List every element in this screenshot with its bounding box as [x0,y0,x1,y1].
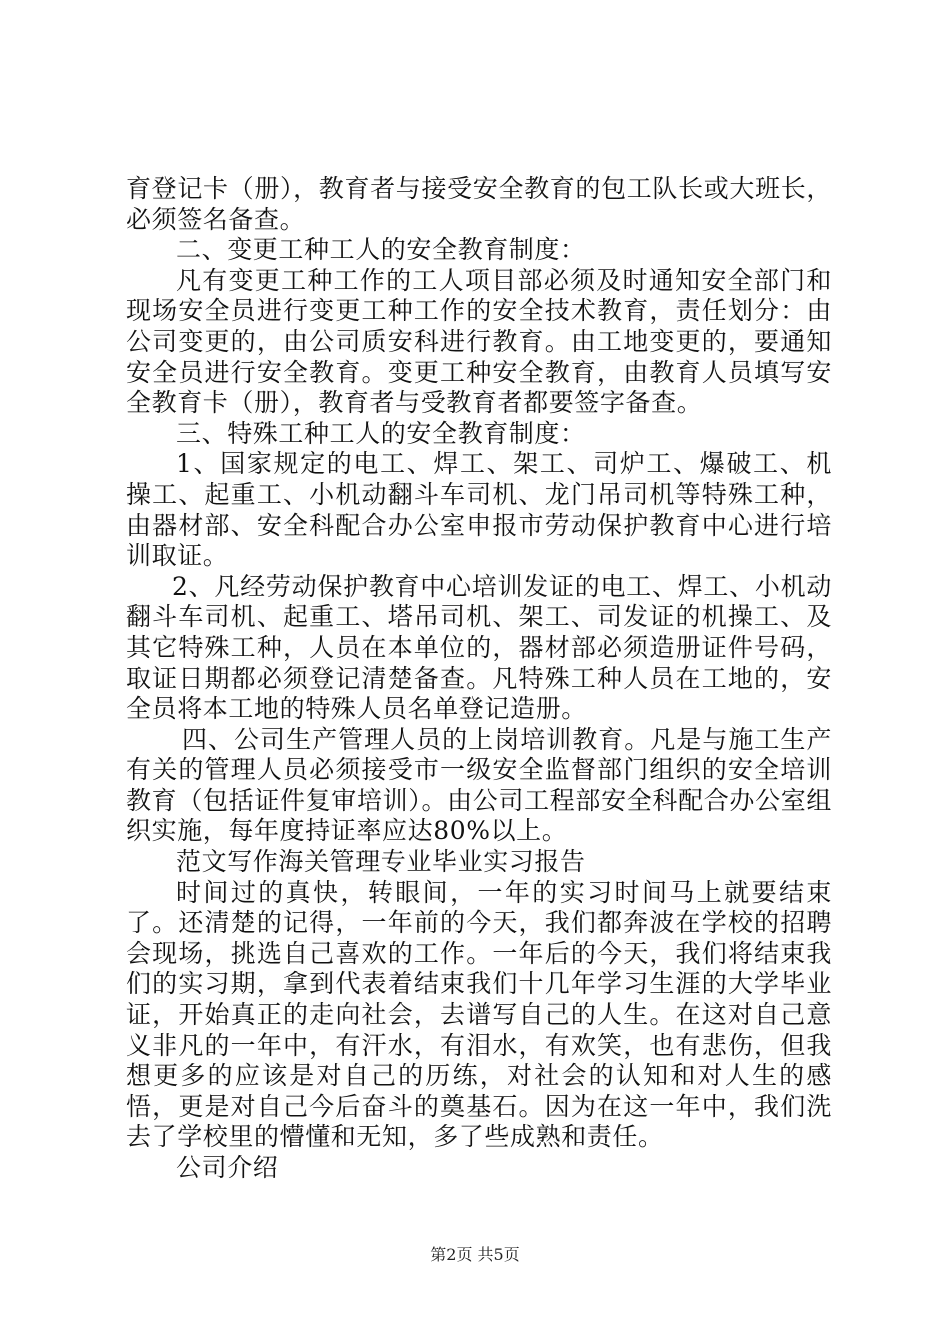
page-number-footer: 第2页 共5页 [430,1245,520,1264]
document-body [126,174,832,1184]
paragraph-1: 育登记卡（册），教育者与接受安全教育的包工队长或大班长，必须签名备查。 [126,174,832,234]
paragraph-8-title: 范文写作海关管理专业毕业实习报告 [176,847,586,877]
paragraph-5: 1、国家规定的电工、焊工、架工、司炉工、爆破工、机操工、起重工、小机动翻斗车司机、龙门吊司机等特殊工种，由器材部、安全科配合办公室申报市劳动保护教育中心进行培训取证。 [126,449,832,571]
paragraph-10-heading: 公司介绍 [176,1153,279,1182]
paragraph-7: 四、公司生产管理人员的上岗培训教育。凡是与施工生产有关的管理人员必须接受市一级安全监督部门组织的安全培训教育（包括证件复审培训）。由公司工程部安全科配合办公室组织实施，每年度持证率应达80%以上。 [126,724,832,846]
paragraph-3: 凡有变更工种工作的工人项目部必须及时通知安全部门和现场安全员进行变更工种工作的安全技术教育，责任划分：由公司变更的，由公司质安科进行教育。由工地变更的，要通知安全员进行安全教育。变更工种安全教育，由教育人员填写安全教育卡（册），教育者与受教育者都要签字备查。 [126,265,832,418]
paragraph-4-heading: 三、特殊工种工人的安全教育制度： [176,418,586,448]
paragraph-9: 时间过的真快，转眼间，一年的实习时间马上就要结束了。还清楚的记得，一年前的今天，我们都奔波在学校的招聘会现场，挑选自己喜欢的工作。一年后的今天，我们将结束我们的实习期，拿到代表着结束我们十几年学习生涯的大学毕业证，开始真正的走向社会，去谱写自己的人生。在这对自己意义非凡的一年中，有汗水，有泪水，有欢笑，也有悲伤，但我想更多的应该是对自己的历练，对社会的认知和对人生的感悟，更是对自己今后奋斗的奠基石。因为在这一年中，我们洗去了学校里的懵懂和无知，多了些成熟和责任。 [126,877,832,1152]
paragraph-2-heading: 二、变更工种工人的安全教育制度： [176,235,586,265]
paragraph-6: 2、凡经劳动保护教育中心培训发证的电工、焊工、小机动翻斗车司机、起重工、塔吊司机、架工、司发证的机操工、及其它特殊工种，人员在本单位的，器材部必须造册证件号码，取证日期都必须登记清楚备查。凡特殊工种人员在工地的，安全员将本工地的特殊人员名单登记造册。 [126,571,832,724]
